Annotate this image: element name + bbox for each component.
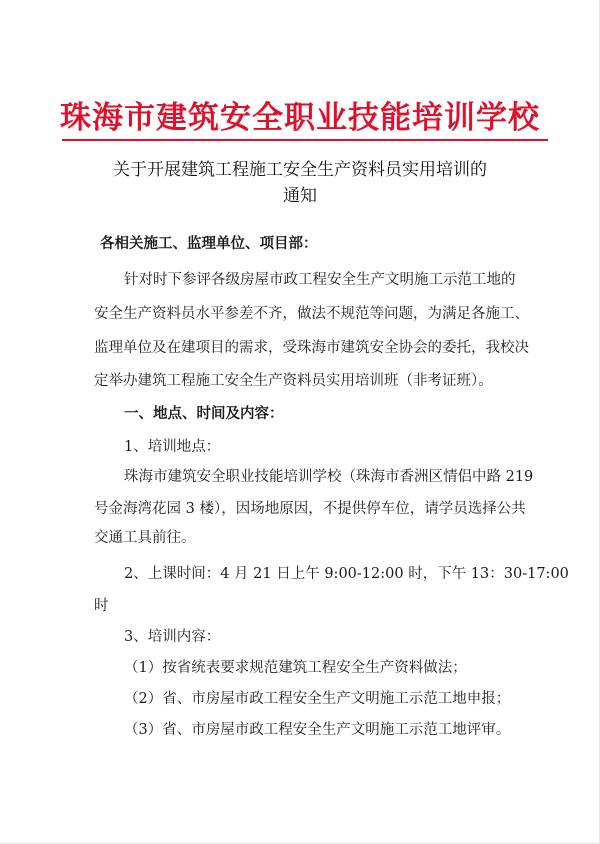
item-1-line-3: 交通工具前往。 (94, 530, 196, 546)
item-2-line-1: 2、上课时间：4 月 21 日上午 9:00-12:00 时，下午 13：30-17:00 (124, 566, 569, 582)
item-1-line-2: 号金海湾花园 3 楼），因场地原因，不提供停车位，请学员选择公共 (94, 501, 526, 517)
intro-line-3: 监理单位及在建项目的需求，受珠海市建筑安全协会的委托，我校决 (94, 340, 529, 356)
intro-line-1: 针对时下参评各级房屋市政工程安全生产文明施工示范工地的 (124, 272, 516, 288)
section-1-heading: 一、地点、时间及内容： (124, 405, 284, 422)
notice-title-line-1: 关于开展建筑工程施工安全生产资料员实用培训的 (113, 160, 487, 180)
intro-line-2: 安全生产资料员水平参差不齐，做法不规范等问题，为满足各施工、 (94, 306, 529, 322)
notice-title (80, 157, 520, 209)
item-3-label: 3、培训内容： (124, 629, 221, 645)
salutation: 各相关施工、监理单位、项目部： (100, 235, 318, 252)
item-3-sub-1: （1）按省统表要求规范建筑工程安全生产资料做法； (124, 660, 467, 676)
notice-title-line-2: 通知 (283, 186, 317, 206)
item-1-line-1: 珠海市建筑安全职业技能培训学校（珠海市香洲区情侣中路 219 (124, 469, 534, 485)
item-1-label: 1、培训地点： (124, 439, 221, 455)
letterhead-red-rule (62, 139, 548, 141)
item-3-sub-3: （3）省、市房屋市政工程安全生产文明施工示范工地评审。 (124, 722, 511, 738)
item-2-line-2: 时 (94, 598, 109, 614)
item-3-sub-2: （2）省、市房屋市政工程安全生产文明施工示范工地申报； (124, 691, 511, 707)
letterhead-title: 珠海市建筑安全职业技能培训学校 (60, 100, 540, 136)
intro-line-4: 定举办建筑工程施工安全生产资料员实用培训班（非考证班）。 (94, 373, 493, 389)
